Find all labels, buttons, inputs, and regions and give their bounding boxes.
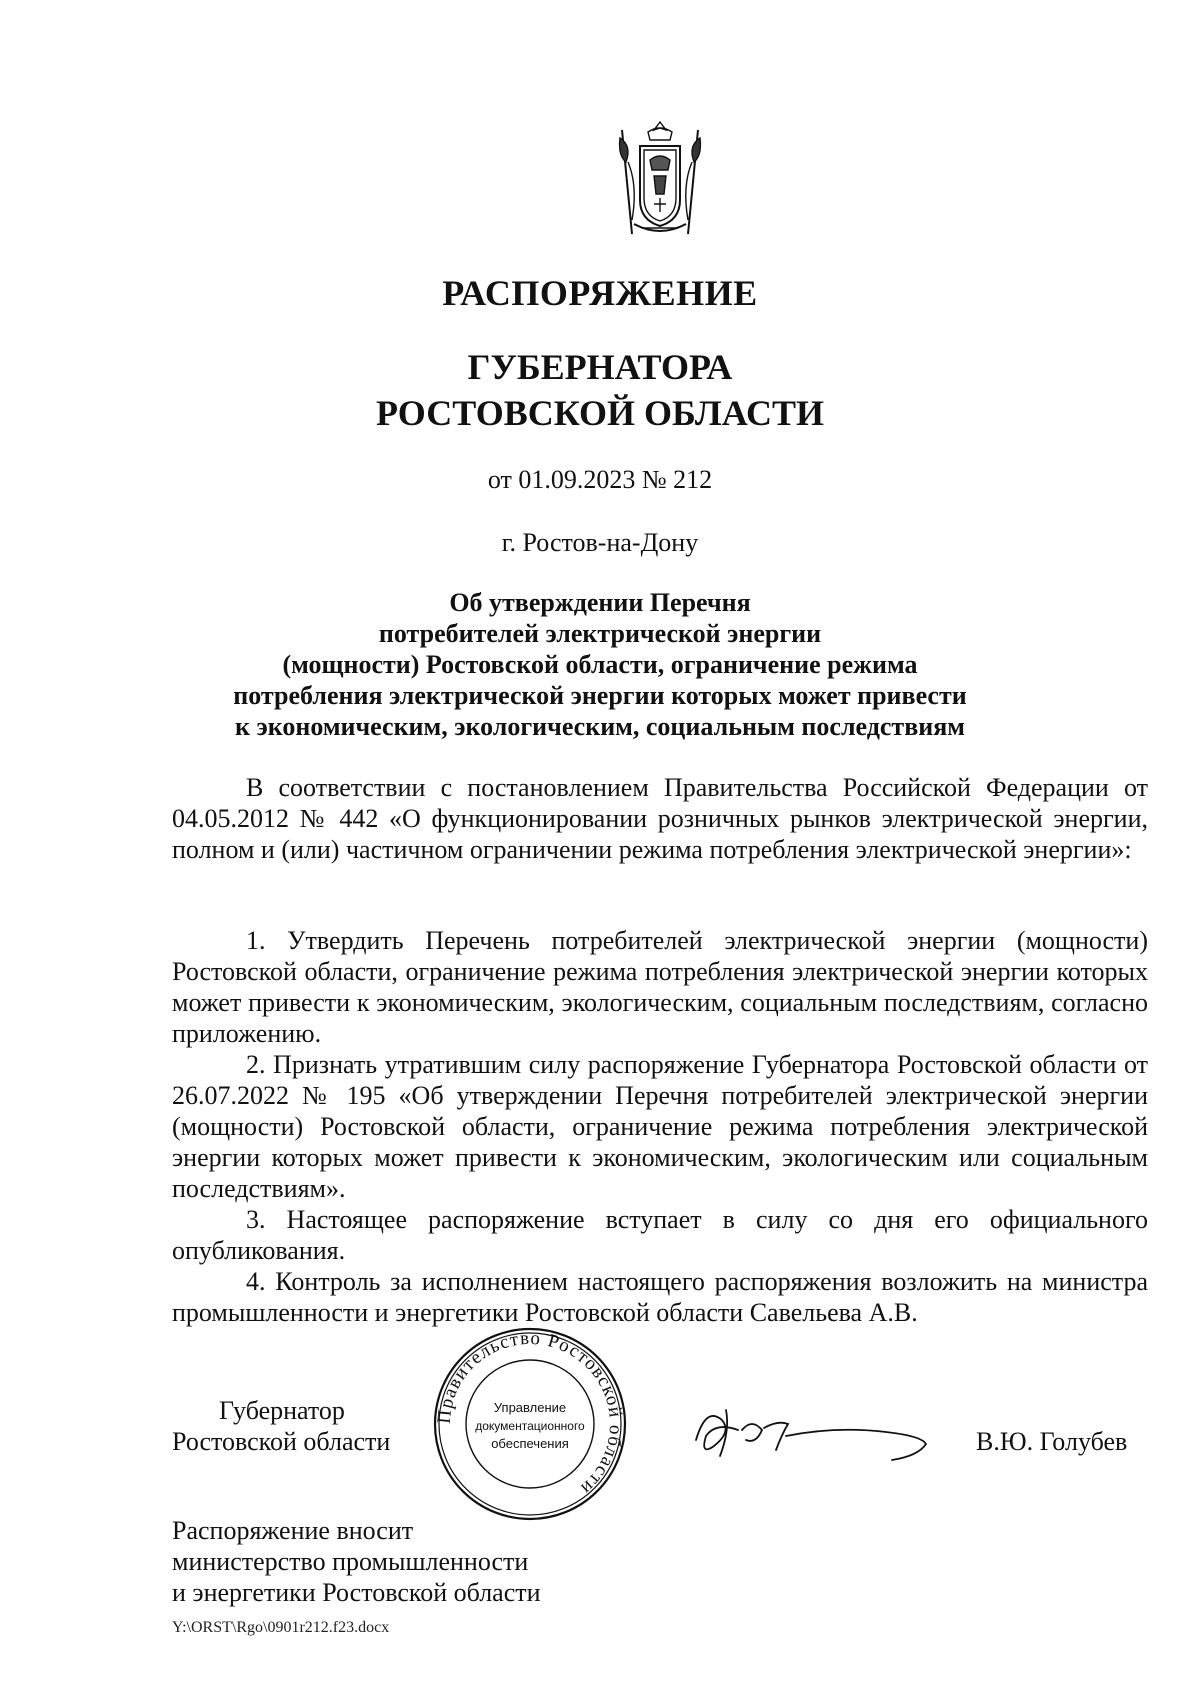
file-path-footer: Y:\ORST\Rgo\0901r212.f23.docx (172, 1619, 390, 1636)
handwritten-signature (686, 1400, 931, 1470)
subject-line: Об утверждении Перечня (449, 588, 751, 617)
subject-line: к экономическим, экологическим, социальным последствиям (234, 712, 966, 741)
stamp-center-line: документационного (475, 1419, 585, 1433)
order-item-4: 4. Контроль за исполнением настоящего распоряжения возложить на министра промышленности и энергетики Ростовской области Савельева А.В. (172, 1267, 1148, 1327)
document-type-title: РАСПОРЯЖЕНИЕ (442, 273, 758, 313)
signer-title-line-2: Ростовской области (172, 1427, 391, 1456)
document-date-number: от 01.09.2023 № 212 (487, 465, 713, 494)
subject-line: потребления электрической энергии которых может привести (233, 681, 967, 710)
submitted-by-line: и энергетики Ростовской области (172, 1578, 541, 1607)
document-subject (0, 587, 1200, 742)
signer-title-line-1: Губернатор (219, 1396, 345, 1425)
official-stamp (432, 1326, 628, 1522)
stamp-center-line: обеспечения (491, 1436, 569, 1451)
document-city: г. Ростов-на-Дону (501, 528, 699, 557)
stamp-ring-text: Правительство Ростовской области (433, 1327, 627, 1500)
submitted-by-line: министерство промышленности (172, 1547, 529, 1576)
order-item-2: 2. Признать утратившим силу распоряжение Губернатора Ростовской области от 26.07.2022 № 195 «Об утверждении Перечня потребителей электрической энергии (мощности) Ростовской области, ограничение режима потребления электрической энергии которых может привести к экономическим, экологическим или социальным последствиям». (172, 1050, 1148, 1203)
coat-of-arms-icon (598, 116, 722, 240)
issuer-title-line-2: РОСТОВСКОЙ ОБЛАСТИ (376, 393, 824, 433)
subject-line: (мощности) Ростовской области, ограничение режима (282, 650, 918, 679)
issuer-title-line-1: ГУБЕРНАТОРА (467, 347, 733, 387)
submitted-by-line: Распоряжение вносит (172, 1516, 414, 1545)
signer-name: В.Ю. Голубев (976, 1427, 1128, 1456)
order-item-1: 1. Утвердить Перечень потребителей электрической энергии (мощности) Ростовской области, ограничение режима потребления электрической энергии которых может привести к экономическим, экологическим, социальным последствиям, согласно приложению. (172, 926, 1148, 1048)
preamble-paragraph: В соответствии с постановлением Правительства Российской Федерации от 04.05.2012 № 442 «О функционировании розничных рынков электрической энергии, полном и (или) частичном ограничении режима потребления электрической энергии»: (172, 773, 1148, 864)
submitted-by-block (172, 1515, 541, 1608)
subject-line: потребителей электрической энергии (378, 619, 822, 648)
order-item-3: 3. Настоящее распоряжение вступает в силу со дня его официального опубликования. (172, 1205, 1148, 1265)
stamp-center-line: Управление (493, 1400, 567, 1415)
